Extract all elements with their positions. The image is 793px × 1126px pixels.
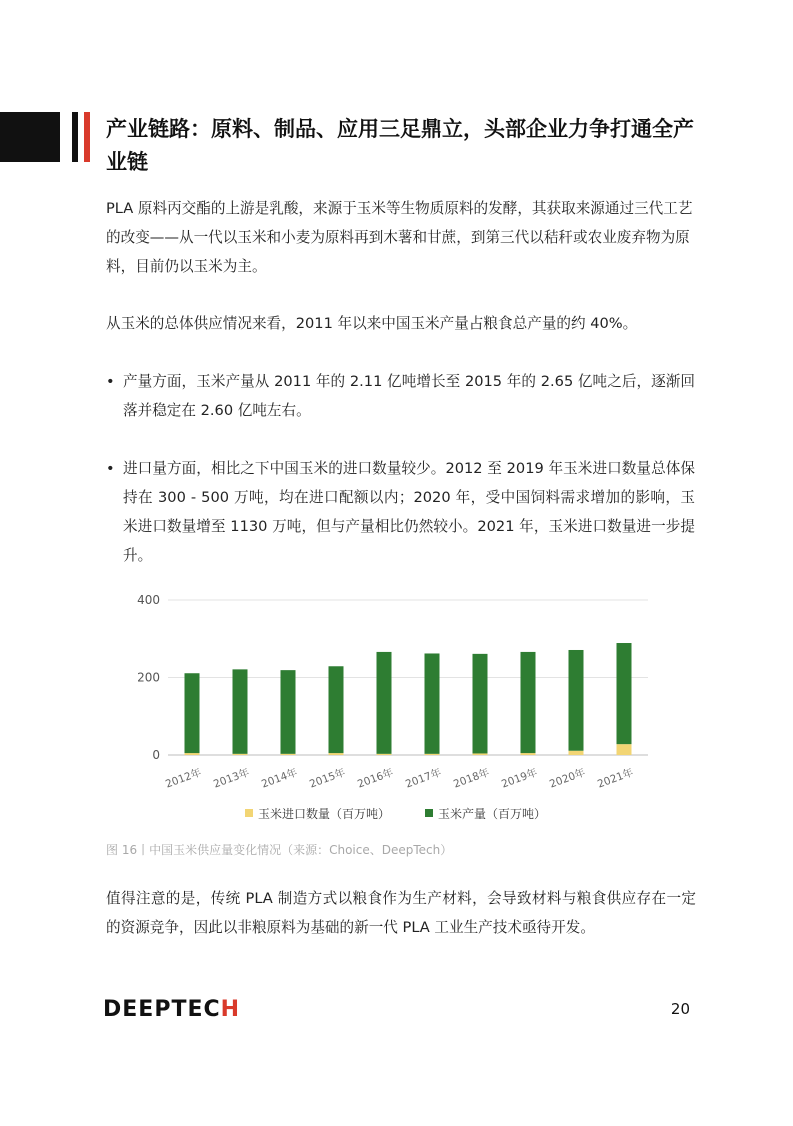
paragraph-raw-material: PLA 原料丙交酯的上游是乳酸，来源于玉米等生物质原料的发酵，其获取来源通过三代工艺的改变——从一代以玉米和小麦为原料再到木薯和甘蔗，到第三代以秸秆或农业废弃物为原料，目前仍以玉米为主。 [106, 200, 693, 275]
import-bar [233, 754, 248, 755]
chart-svg [100, 585, 660, 840]
production-bar [233, 669, 248, 753]
legend-label-import: 玉米进口数量（百万吨） [258, 807, 391, 821]
legend-swatch-import [245, 809, 253, 817]
bullet-text: 进口量方面，相比之下中国玉米的进口数量较少。2012 至 2019 年玉米进口数量总体保持在 300 - 500 万吨，均在进口配额以内；2020 年，受中国饲料需求增加的影响，玉米进口数量增至 1130 万吨，但与产量相比仍然较小。2021 年，玉米进口数量进一步提升。 [123, 460, 695, 564]
y-tick-label: 400 [137, 593, 160, 607]
logo-text: DEEPTEC [103, 997, 221, 1022]
x-tick-label: 2017年 [403, 766, 444, 791]
production-bar [281, 670, 296, 754]
production-bar [617, 643, 632, 744]
y-tick-label: 0 [152, 748, 160, 762]
x-tick-label: 2020年 [547, 766, 588, 791]
paragraph-resource-competition: 值得注意的是，传统 PLA 制造方式以粮食作为生产材料，会导致材料与粮食供应存在一定的资源竞争，因此以非粮原料为基础的新一代 PLA 工业生产技术亟待开发。 [106, 890, 696, 936]
import-bar [329, 753, 344, 755]
import-bar [425, 754, 440, 755]
x-tick-label: 2012年 [163, 766, 204, 791]
production-bar [521, 652, 536, 753]
import-bar [377, 754, 392, 755]
import-bar [569, 751, 584, 755]
figure-caption: 图 16丨中国玉米供应量变化情况（来源：Choice、DeepTech） [106, 843, 453, 857]
import-bar [617, 744, 632, 755]
import-bar [281, 754, 296, 755]
deeptech-logo [103, 997, 240, 1022]
bullet-text: 产量方面，玉米产量从 2011 年的 2.11 亿吨增长至 2015 年的 2.65 亿吨之后，逐渐回落并稳定在 2.60 亿吨左右。 [123, 373, 695, 419]
page-number: 20 [670, 1000, 690, 1018]
production-bar [185, 673, 200, 753]
production-bar [473, 654, 488, 754]
import-bar [473, 753, 488, 755]
x-tick-label: 2015年 [307, 766, 348, 791]
production-bar [569, 650, 584, 751]
section-heading: 产业链路：原料、制品、应用三足鼎立，头部企业力争打通全产业链 [106, 117, 694, 174]
corner-block [0, 112, 60, 162]
paragraph-corn-supply: 从玉米的总体供应情况来看，2011 年以来中国玉米产量占粮食总产量的约 40%。 [106, 315, 638, 332]
bullet-dot: • [106, 373, 115, 390]
corn-supply-chart [100, 585, 660, 840]
import-bar [521, 753, 536, 755]
logo-accent: H [220, 997, 241, 1022]
x-tick-label: 2019年 [499, 766, 540, 791]
production-bar [329, 666, 344, 753]
x-tick-label: 2013年 [211, 766, 252, 791]
heading-bar-red [84, 112, 90, 162]
y-tick-label: 200 [137, 670, 160, 685]
x-tick-label: 2014年 [259, 766, 300, 791]
heading-bar-black [72, 112, 78, 162]
production-bar [425, 653, 440, 753]
x-tick-label: 2016年 [355, 766, 396, 791]
bullet-dot: • [106, 460, 115, 477]
legend-label-production: 玉米产量（百万吨） [438, 807, 547, 821]
x-tick-label: 2018年 [451, 766, 492, 791]
production-bar [377, 652, 392, 754]
legend-swatch-production [425, 809, 433, 817]
x-tick-label: 2021年 [595, 766, 636, 791]
import-bar [185, 753, 200, 755]
